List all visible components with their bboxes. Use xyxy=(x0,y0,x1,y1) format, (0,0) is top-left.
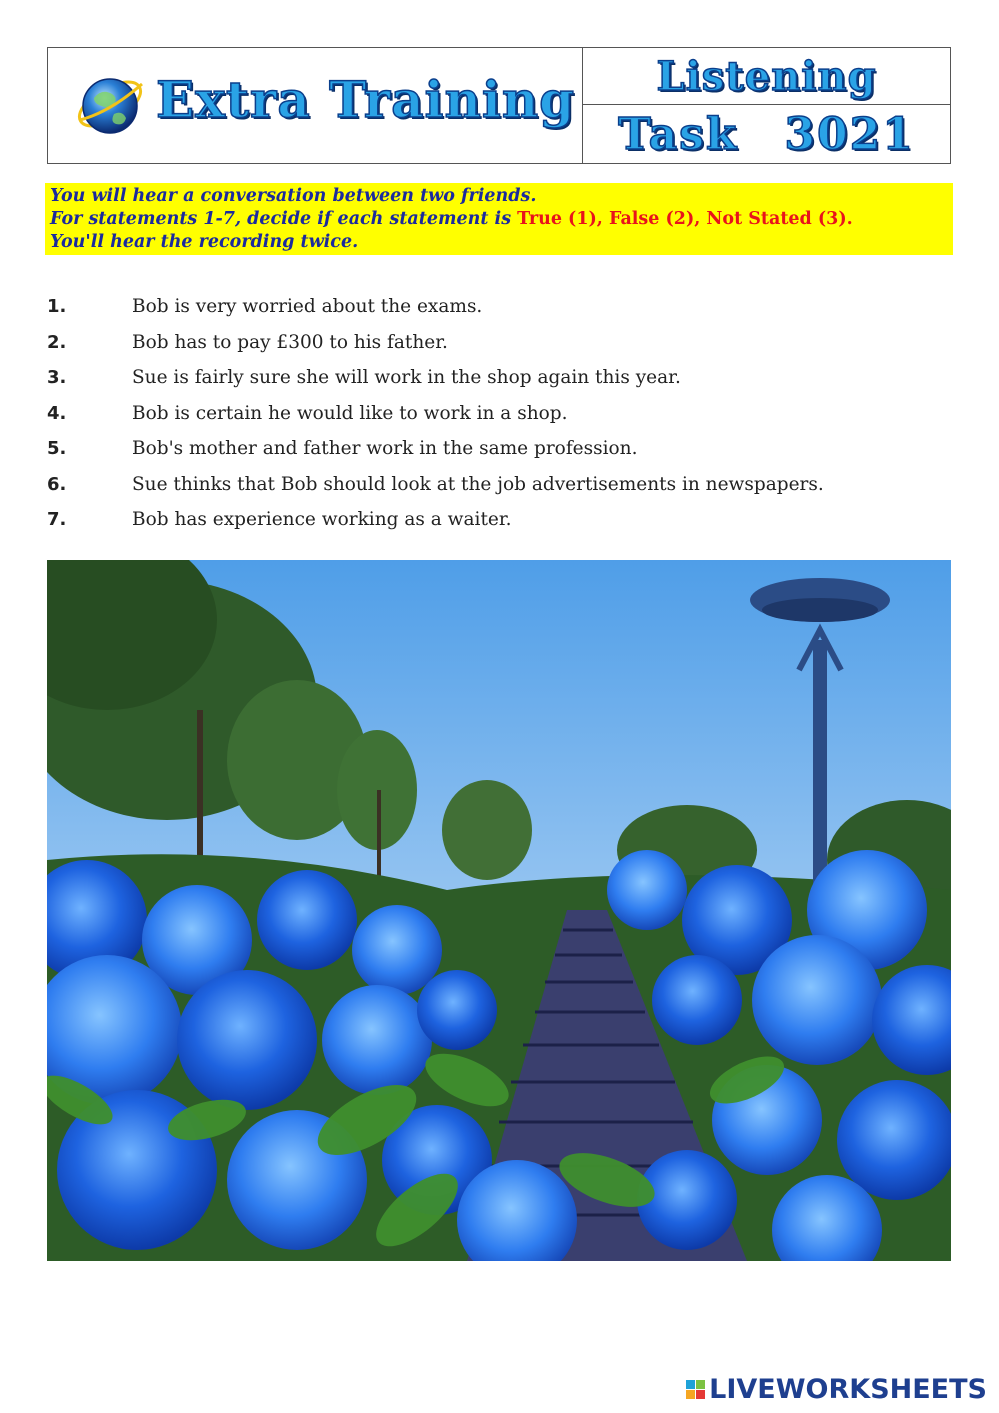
statement-text: Sue is fairly sure she will work in the shop again this year. xyxy=(132,367,681,389)
statement-number: 2. xyxy=(47,331,67,353)
statement-number: 6. xyxy=(47,473,67,495)
section-title: Listening xyxy=(656,52,877,100)
section-cell xyxy=(583,48,950,105)
statement-text: Bob has to pay £300 to his father. xyxy=(132,331,448,353)
statement-item xyxy=(47,467,951,503)
statement-number: 3. xyxy=(47,367,67,389)
statement-number: 1. xyxy=(47,296,67,318)
instruction-line-2-suffix: . xyxy=(846,209,853,229)
brand-cell xyxy=(48,48,583,163)
photo-illustration xyxy=(47,560,951,1261)
brand-title: Extra Training xyxy=(156,70,576,129)
task-title xyxy=(618,109,915,160)
instruction-line-2 xyxy=(50,208,948,231)
statement-item xyxy=(47,325,951,361)
statement-item xyxy=(47,431,951,467)
statement-number: 5. xyxy=(47,438,67,460)
answer-options: True (1), False (2), Not Stated (3) xyxy=(517,209,847,229)
globe-icon xyxy=(74,68,146,140)
statement-item xyxy=(47,289,951,325)
liveworksheets-blocks-icon xyxy=(686,1380,705,1399)
statement-number: 7. xyxy=(47,509,67,531)
statement-text: Bob is very worried about the exams. xyxy=(132,296,483,318)
task-number: 3021 xyxy=(784,108,915,160)
instructions-box xyxy=(45,183,953,255)
task-cell xyxy=(583,105,950,163)
statement-list xyxy=(47,289,951,538)
statement-text: Bob's mother and father work in the same profession. xyxy=(132,438,638,460)
statement-text: Sue thinks that Bob should look at the job advertisements in newspapers. xyxy=(132,473,824,495)
header-table xyxy=(47,47,951,164)
statement-item xyxy=(47,396,951,432)
hydrangea-staircase-photo xyxy=(47,560,951,1261)
statement-item xyxy=(47,502,951,538)
instruction-line-3: You'll hear the recording twice. xyxy=(50,232,359,252)
statement-text: Bob has experience working as a waiter. xyxy=(132,509,512,531)
liveworksheets-text: LIVEWORKSHEETS xyxy=(709,1374,987,1405)
instruction-line-1: You will hear a conversation between two friends. xyxy=(50,186,537,206)
statement-item xyxy=(47,360,951,396)
task-label: Task xyxy=(618,108,739,160)
instruction-line-2-prefix: For statements 1-7, decide if each statement is xyxy=(50,209,512,229)
statement-number: 4. xyxy=(47,402,67,424)
liveworksheets-logo xyxy=(686,1374,987,1405)
statement-text: Bob is certain he would like to work in a shop. xyxy=(132,402,568,424)
